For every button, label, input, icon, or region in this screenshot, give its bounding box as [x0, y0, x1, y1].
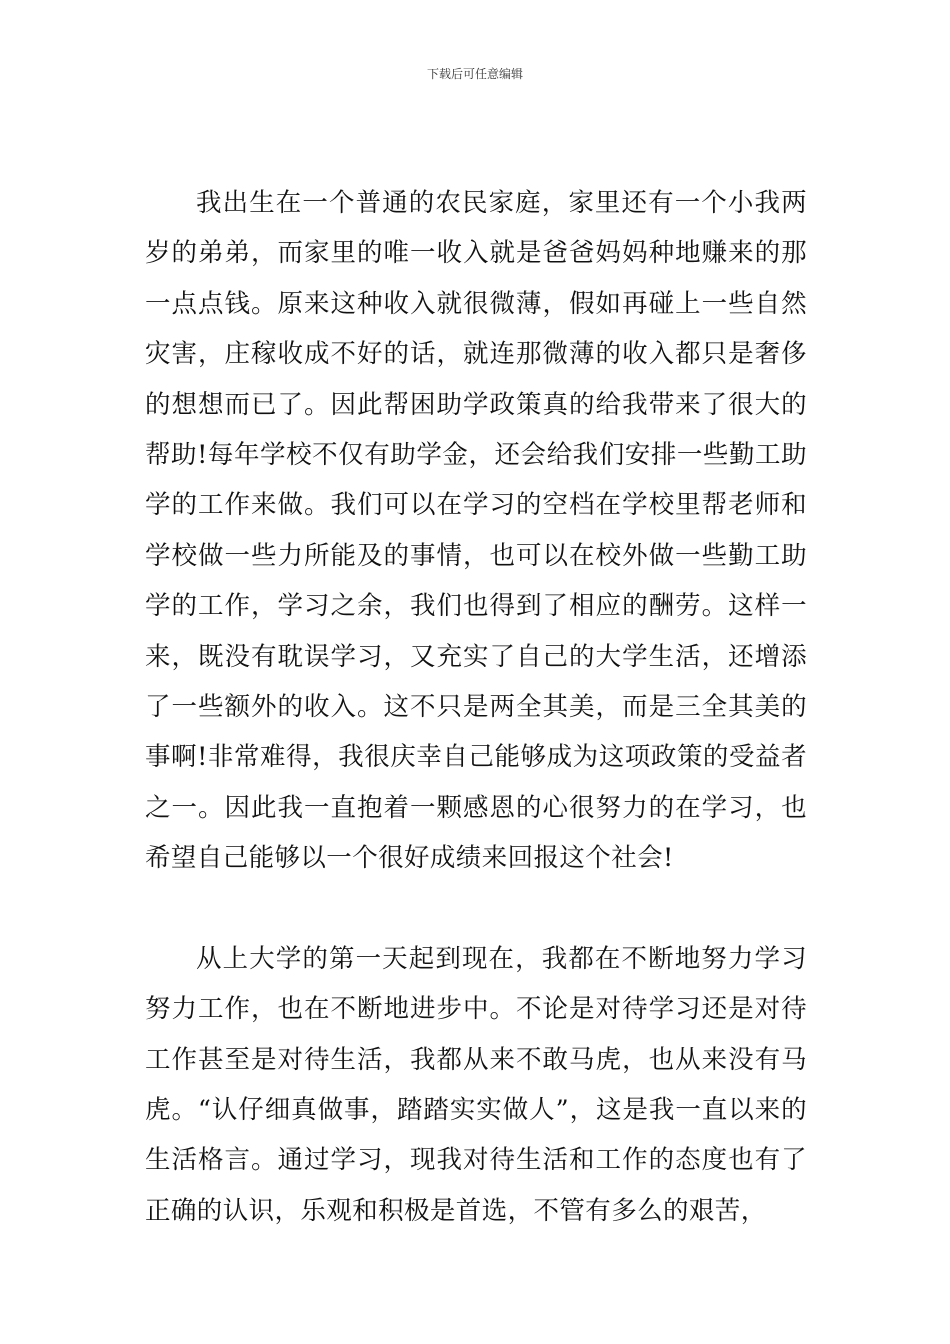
- page-header: 下载后可任意编辑: [426, 67, 523, 81]
- document-body: [145, 178, 807, 1236]
- paragraph-2: 从上大学的第一天起到现在，我都在不断地努力学习努力工作，也在不断地进步中。不论是对待学习还是对待工作甚至是对待生活，我都从来不敢马虎，也从来没有马虎。“认仔细真做事，踏踏实实做人”，这是我一直以来的生活格言。通过学习，现我对待生活和工作的态度也有了正确的认识，乐观和积极是首选，不管有多么的艰苦，: [145, 943, 807, 1226]
- paragraph-1: 我出生在一个普通的农民家庭，家里还有一个小我两岁的弟弟，而家里的唯一收入就是爸爸妈妈种地赚来的那一点点钱。原来这种收入就很微薄，假如再碰上一些自然灾害，庄稼收成不好的话，就连那微薄的收入都只是奢侈的想想而已了。因此帮困助学政策真的给我带来了很大的帮助!每年学校不仅有助学金，还会给我们安排一些勤工助学的工作来做。我们可以在学习的空档在学校里帮老师和学校做一些力所能及的事情，也可以在校外做一些勤工助学的工作，学习之余，我们也得到了相应的酬劳。这样一来，既没有耽误学习，又充实了自己的大学生活，还增添了一些额外的收入。这不只是两全其美，而是三全其美的事啊!非常难得，我很庆幸自己能够成为这项政策的受益者之一。因此我一直抱着一颗感恩的心很努力的在学习，也希望自己能够以一个很好成绩来回报这个社会!: [145, 188, 807, 874]
